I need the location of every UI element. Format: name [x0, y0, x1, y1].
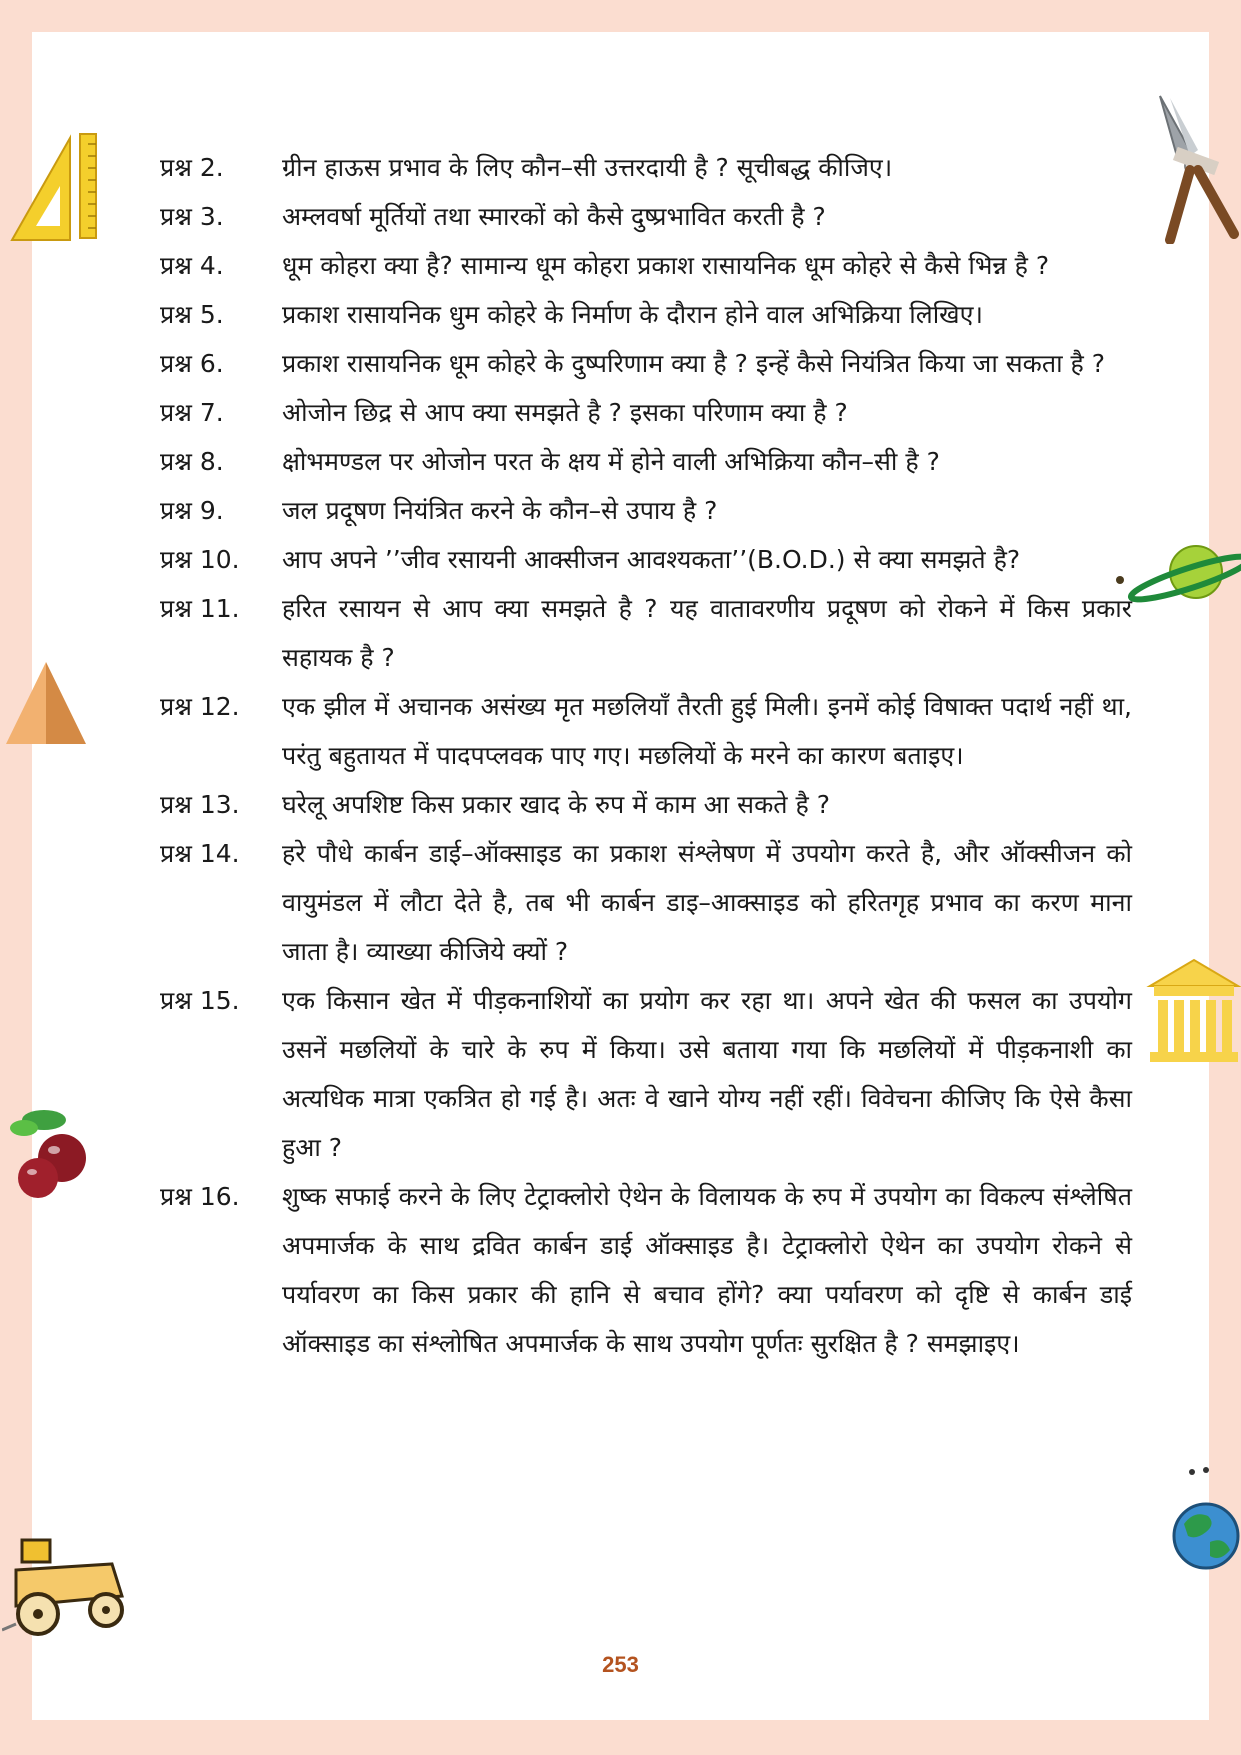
question-item	[160, 241, 1132, 290]
question-item	[160, 584, 1132, 682]
question-text: धूम कोहरा क्या है? सामान्य धूम कोहरा प्रकाश रासायनिक धूम कोहरे से कैसे भिन्न है ?	[282, 251, 1050, 280]
question-number: प्रश्न 13.	[160, 790, 240, 819]
question-number: प्रश्न 7.	[160, 398, 224, 427]
page-number: 253	[602, 1652, 639, 1677]
question-number: प्रश्न 10.	[160, 545, 240, 574]
question-text: शुष्क सफाई करने के लिए टेट्राक्लोरो ऐथेन के विलायक के रुप में उपयोग का विकल्प संश्लेषित अपमार्जक के साथ द्रवित कार्बन डाई ऑक्साइड है। टेट्राक्लोरो ऐथेन का उपयोग रोकने से पर्यावरण का किस प्रकार की हानि से बचाव होंगे? क्या पर्यावरण को दृष्टि से कार्बन डाई ऑक्साइड का संश्लोषित अपमार्जक के साथ उपयोग पूर्णतः सुरक्षित है ? समझाइए।	[282, 1182, 1132, 1358]
earth-globe-icon	[1170, 1466, 1240, 1576]
question-number: प्रश्न 11.	[160, 594, 240, 623]
pyramid-icon	[2, 660, 90, 748]
question-number: प्रश्न 16.	[160, 1182, 240, 1211]
question-number: प्रश्न 6.	[160, 349, 224, 378]
question-number: प्रश्न 3.	[160, 202, 224, 231]
question-text: आप अपने ’’जीव रसायनी आक्सीजन आवश्यकता’’(B.O.D.) से क्या समझते है?	[282, 545, 1021, 574]
question-item	[160, 535, 1132, 584]
question-text: ग्रीन हाऊस प्रभाव के लिए कौन–सी उत्तरदायी है ? सूचीबद्ध कीजिए।	[282, 153, 893, 182]
question-number: प्रश्न 5.	[160, 300, 224, 329]
question-item	[160, 682, 1132, 780]
question-text: हरे पौधे कार्बन डाई–ऑक्साइड का प्रकाश संश्लेषण में उपयोग करते है, और ऑक्सीजन को वायुमंडल में लौटा देते है, तब भी कार्बन डाइ–आक्साइड को हरितगृह प्रभाव का करण माना जाता है। व्याख्या कीजिये क्यों ?	[282, 839, 1132, 966]
question-item	[160, 829, 1132, 976]
question-number: प्रश्न 4.	[160, 251, 224, 280]
question-item	[160, 143, 1132, 192]
question-number: प्रश्न 9.	[160, 496, 224, 525]
question-text: प्रकाश रासायनिक धूम कोहरे के दुष्परिणाम क्या है ? इन्हें कैसे नियंत्रित किया जा सकता है ?	[282, 349, 1106, 378]
question-list	[160, 143, 1132, 1368]
question-number: प्रश्न 8.	[160, 447, 224, 476]
question-text: घरेलू अपशिष्ट किस प्रकार खाद के रुप में काम आ सकते है ?	[282, 790, 830, 819]
greek-temple-icon	[1146, 956, 1241, 1066]
question-item	[160, 976, 1132, 1172]
set-square-ruler-icon	[8, 130, 102, 242]
pruning-shears-icon	[1150, 94, 1240, 244]
question-item	[160, 192, 1132, 241]
question-item	[160, 388, 1132, 437]
question-number: प्रश्न 14.	[160, 839, 240, 868]
question-item	[160, 437, 1132, 486]
question-item	[160, 339, 1132, 388]
question-text: एक झील में अचानक असंख्य मृत मछलियाँ तैरती हुई मिली। इनमें कोई विषाक्त पदार्थ नहीं था, परंतु बहुतायत में पादपप्लवक पाए गए। मछलियों के मरने का कारण बताइए।	[282, 692, 1132, 770]
question-text: ओजोन छिद्र से आप क्या समझते है ? इसका परिणाम क्या है ?	[282, 398, 848, 427]
question-number: प्रश्न 2.	[160, 153, 224, 182]
question-text: क्षोभमण्डल पर ओजोन परत के क्षय में होने वाली अभिक्रिया कौन–सी है ?	[282, 447, 940, 476]
question-text: हरित रसायन से आप क्या समझते है ? यह वातावरणीय प्रदूषण को रोकने में किस प्रकार सहायक है ?	[282, 594, 1132, 672]
question-text: एक किसान खेत में पीड़कनाशियों का प्रयोग कर रहा था। अपने खेत की फसल का उपयोग उसनें मछलियों के चारे के रुप में किया। उसे बताया गया कि मछलियों में पीड़कनाशी का अत्यधिक मात्रा एकत्रित हो गई है। अतः वे खाने योग्य नहीं रहीं। विवेचना कीजिए कि ऐसे कैसा हुआ ?	[282, 986, 1132, 1162]
vintage-car-icon	[2, 1530, 130, 1640]
question-number: प्रश्न 12.	[160, 692, 240, 721]
question-text: जल प्रदूषण नियंत्रित करने के कौन–से उपाय है ?	[282, 496, 718, 525]
question-text: प्रकाश रासायनिक धुम कोहरे के निर्माण के दौरान होने वाल अभिक्रिया लिखिए।	[282, 300, 983, 329]
question-text: अम्लवर्षा मूर्तियों तथा स्मारकों को कैसे दुष्प्रभावित करती है ?	[282, 202, 826, 231]
question-item	[160, 290, 1132, 339]
question-item	[160, 780, 1132, 829]
cherries-icon	[4, 1104, 90, 1204]
question-number: प्रश्न 15.	[160, 986, 240, 1015]
question-item	[160, 1172, 1132, 1368]
question-item	[160, 486, 1132, 535]
